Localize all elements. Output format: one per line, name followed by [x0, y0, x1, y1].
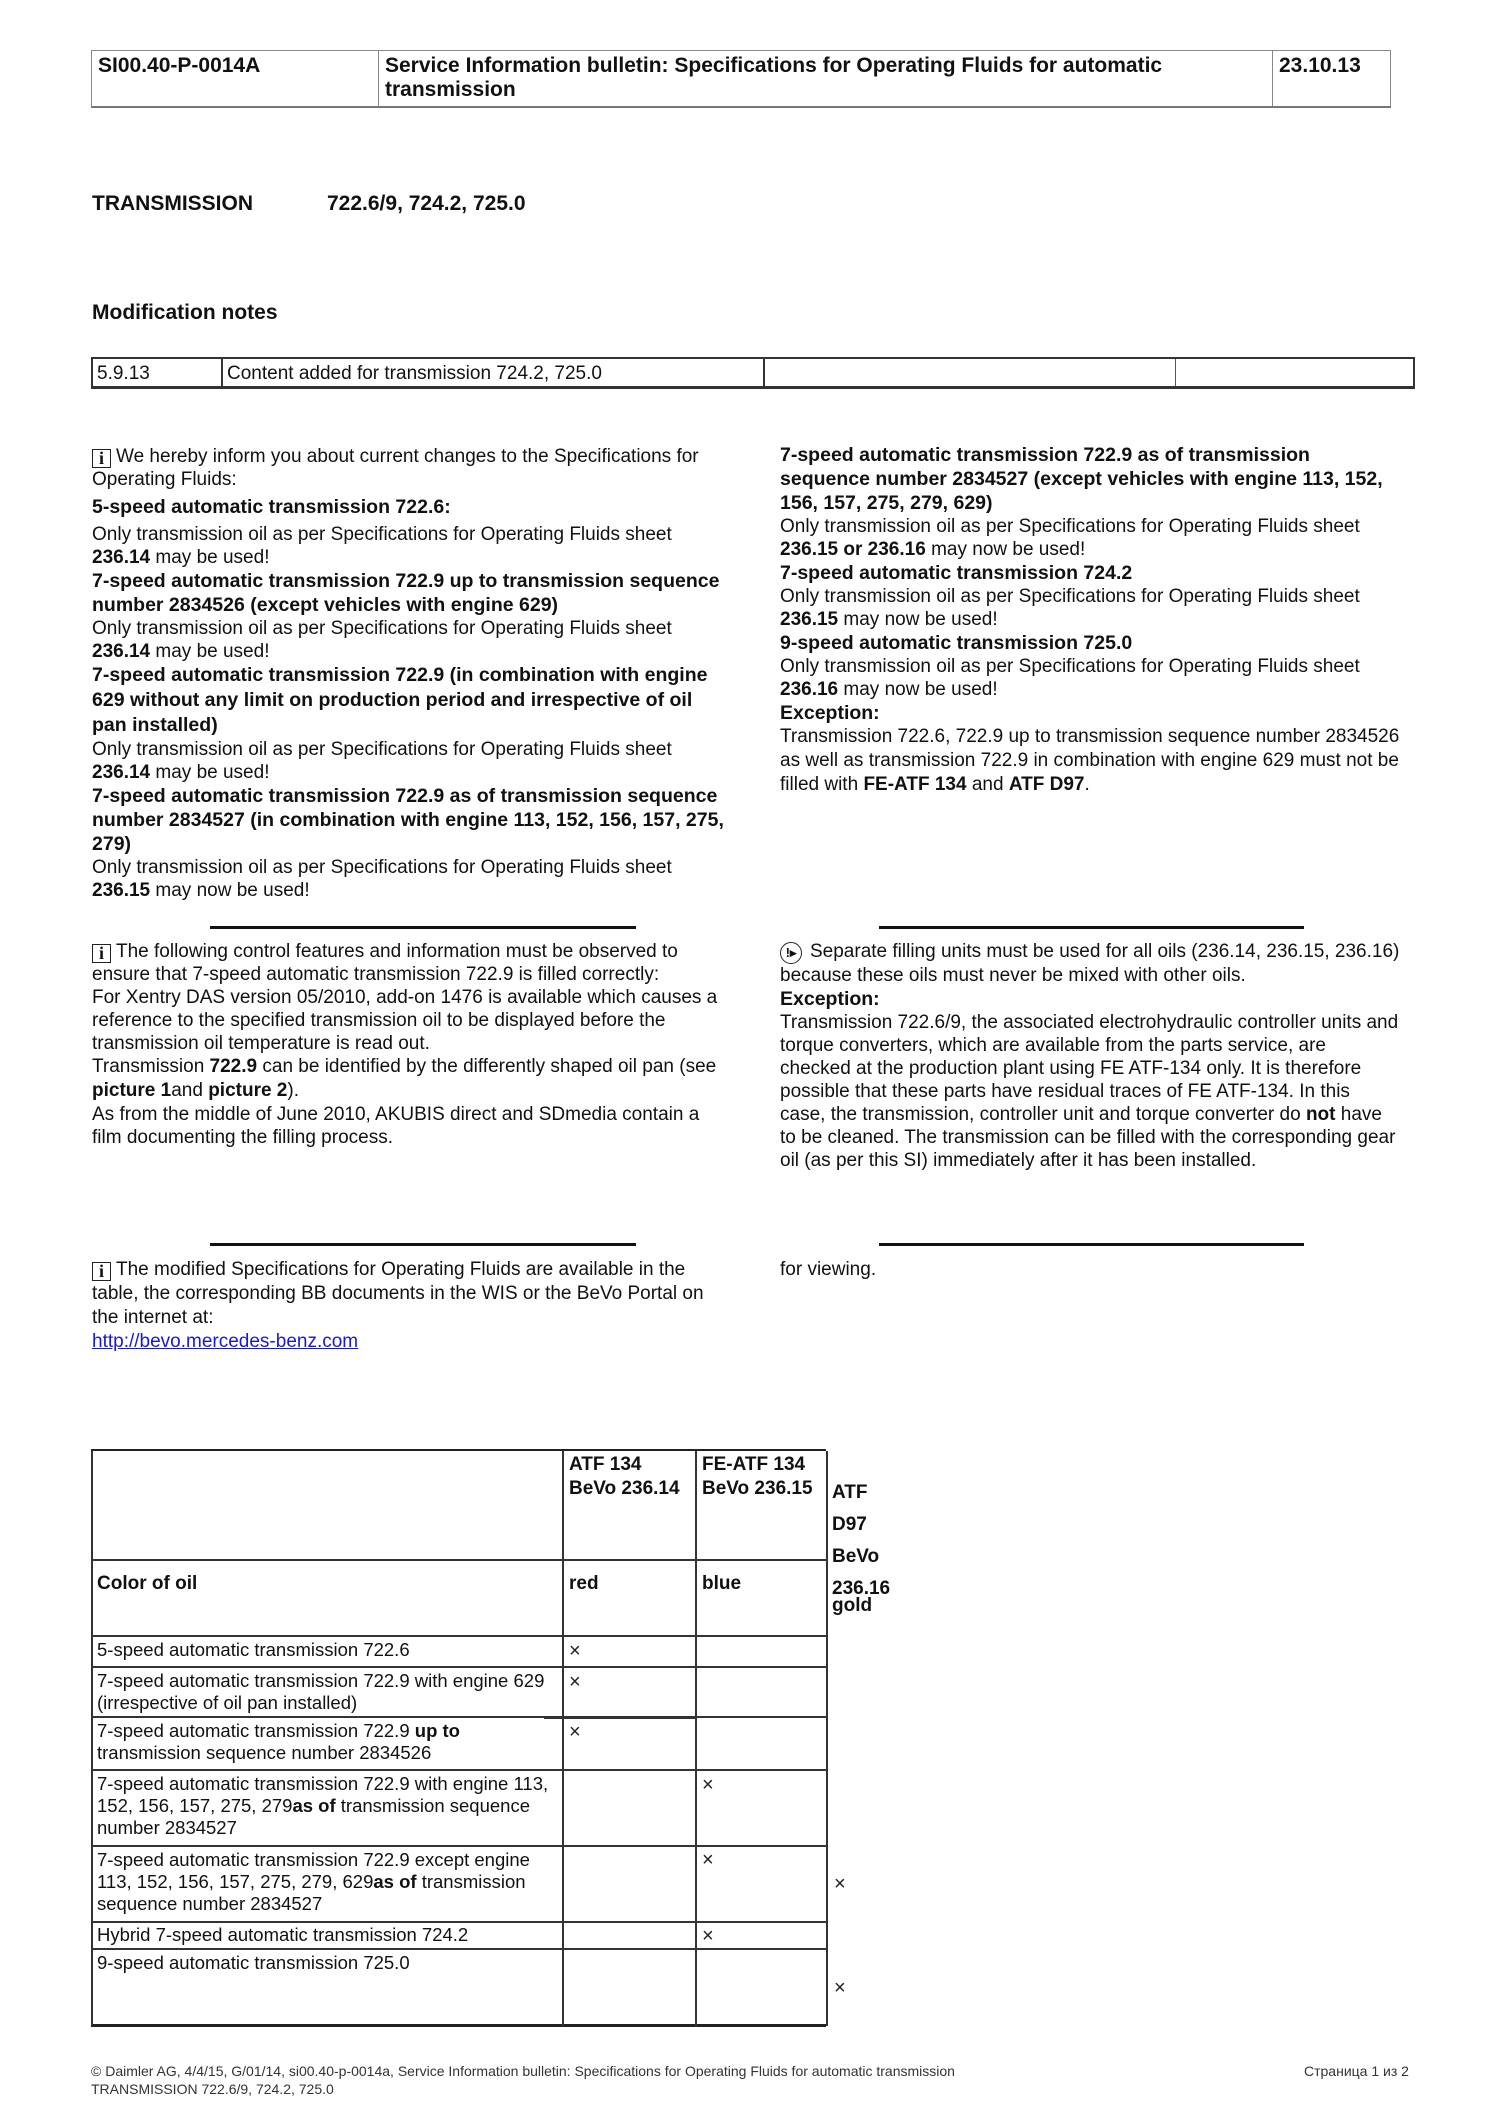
spec-heading: 7-speed automatic transmission 722.9 up to transmission sequence number 2834526 (except vehicles with engine 629) — [92, 570, 720, 616]
oil-pan-note — [92, 1055, 732, 1103]
spec-sheet-number: 236.16 — [780, 679, 839, 700]
row-label-post: transmission sequence number 2834526 — [97, 1742, 432, 1763]
document-title: Service Information bulletin: Specifications for Operating Fluids for automatic transmission — [379, 51, 1273, 106]
separator-line — [879, 1243, 1304, 1246]
exception-end: . — [1084, 774, 1090, 795]
spec-text-pre: Only transmission oil as per Specifications for Operating Fluids sheet — [780, 516, 1360, 537]
spec-text — [780, 585, 1400, 631]
spec-text-pre: Only transmission oil as per Specifications for Operating Fluids sheet — [780, 586, 1360, 607]
table-row-divider — [93, 1845, 826, 1847]
transmission-label: TRANSMISSION — [92, 192, 254, 215]
exception-label: Exception: — [780, 988, 880, 1010]
spec-sheet-number: 236.15 or 236.16 — [780, 539, 926, 560]
spec-sheet-number: 236.14 — [92, 547, 151, 568]
column-header-name: FE-ATF 134 — [702, 1454, 806, 1475]
oil-pan-model: 722.9 — [209, 1056, 258, 1077]
table-row-divider — [93, 1921, 826, 1923]
spec-text-pre: Only transmission oil as per Specifications for Operating Fluids sheet — [92, 618, 672, 639]
notice-block-separate-filling — [780, 940, 1400, 1172]
column-header-name: ATF 134 — [569, 1454, 642, 1475]
info-icon: i — [92, 449, 111, 468]
check-mark-icon: × — [569, 1671, 581, 1693]
modification-notes-title: Modification notes — [92, 301, 278, 324]
column-header-bevo: BeVo 236.16 — [832, 1546, 891, 1599]
check-mark-icon: × — [702, 1774, 714, 1796]
color-of-oil-label: Color of oil — [97, 1573, 198, 1594]
separator-line — [879, 926, 1304, 929]
exception-details-post: have to be cleaned. The transmission can be filled with the corresponding gear oil (as per this SI) immediately after it has been installed. — [780, 1104, 1396, 1171]
spec-text — [92, 523, 732, 569]
spec-sheet-number: 236.14 — [92, 762, 151, 783]
footer-transmission: TRANSMISSION 722.6/9, 724.2, 725.0 — [91, 2081, 334, 2097]
spec-sheet-number: 236.15 — [780, 609, 839, 630]
spec-text — [780, 655, 1400, 701]
filling-intro: The following control features and information must be observed to ensure that 7-speed automatic transmission 722.9 is filled correctly: — [92, 941, 678, 985]
picture-2-reference[interactable]: picture 2 — [208, 1080, 288, 1101]
exception-details-pre: Transmission 722.6/9, the associated electrohydraulic controller units and torque converters, which are available from the parts service, are checked at the production plant using FE ATF-134 only. It is therefore possible that these parts have residual traces of FE ATF-134. In this case, the transmission, controller unit and torque converter do — [780, 1012, 1399, 1125]
footer-copyright: © Daimler AG, 4/4/15, G/01/14, si00.40-p-0014a, Service Information bulletin: Specifications for Operating Fluids for automatic transmission — [91, 2063, 955, 2079]
xentry-note: For Xentry DAS version 05/2010, add-on 1476 is available which causes a reference to the specified transmission oil to be displayed before the transmission oil temperature is read out. — [92, 987, 718, 1054]
spec-text-pre: Only transmission oil as per Specifications for Operating Fluids sheet — [780, 656, 1360, 677]
spec-text — [92, 738, 732, 784]
table-row-label: 7-speed automatic transmission 722.9 with engine 629 (irrespective of oil pan installed) — [97, 1670, 545, 1713]
oil-color-gold: gold — [832, 1595, 873, 1616]
oil-pan-note-pre: Transmission — [92, 1056, 205, 1077]
akubis-note: As from the middle of June 2010, AKUBIS direct and SDmedia contain a film documenting the filling process. — [92, 1104, 700, 1148]
column-header-atf-d97 — [832, 1477, 890, 1605]
column-header-bevo: BeVo 236.14 — [569, 1478, 680, 1499]
check-mark-icon: × — [834, 1873, 846, 1895]
modification-notes-table — [91, 357, 1415, 389]
spec-heading: 7-speed automatic transmission 724.2 — [780, 562, 1133, 584]
spec-sheet-number: 236.15 — [92, 880, 151, 901]
spec-heading: 9-speed automatic transmission 725.0 — [780, 632, 1133, 654]
notice-block-filling-control — [92, 940, 732, 1149]
separator-line — [210, 926, 636, 929]
info-icon: i — [92, 1262, 111, 1281]
exception-not: not — [1305, 1104, 1336, 1125]
table-row-label — [97, 1849, 557, 1915]
column-header-atf134 — [569, 1453, 680, 1501]
notice-block-bevo-portal — [92, 1258, 732, 1354]
oil-color-red: red — [569, 1573, 599, 1594]
table-column-divider — [562, 1451, 564, 2026]
table-row-divider — [93, 1769, 826, 1771]
spec-text-post: may now be used! — [931, 539, 1086, 560]
document-id: SI00.40-P-0014A — [92, 51, 379, 106]
info-icon: i — [92, 944, 111, 963]
table-column-divider — [826, 1451, 828, 2026]
separate-filling-text: Separate filling units must be used for all oils (236.14, 236.15, 236.16) — [810, 941, 1400, 962]
spec-block-right — [780, 443, 1400, 797]
spec-heading: 7-speed automatic transmission 722.9 (in combination with engine 629 without any limit on production period and irrespective of oil pan installed) — [92, 664, 708, 736]
row-label-post: transmission sequence number 2834527 — [97, 1871, 526, 1914]
oil-specification-table — [91, 1449, 891, 2027]
table-row-label: Hybrid 7-speed automatic transmission 724.2 — [97, 1924, 469, 1945]
row-label-pre: 7-speed automatic transmission 722.9 except engine 113, 152, 156, 157, 275, 279, 629 — [97, 1849, 530, 1892]
table-row-label: 9-speed automatic transmission 725.0 — [97, 1952, 410, 1973]
oil-pan-note-and: and — [171, 1080, 203, 1101]
oil-pan-note-mid: can be identified by the differently shaped oil pan (see — [262, 1056, 717, 1077]
row-label-bold: as of — [292, 1795, 336, 1816]
footer-page-number: Страница 1 из 2 — [1304, 2063, 1409, 2079]
spec-text — [780, 515, 1400, 561]
spec-text-pre: Only transmission oil as per Specifications for Operating Fluids sheet — [92, 857, 672, 878]
separator-line — [210, 1243, 636, 1246]
spec-text — [92, 617, 732, 663]
table-row-label — [97, 1720, 557, 1764]
table-row-label — [97, 1773, 557, 1839]
spec-text-post: may now be used! — [155, 880, 310, 901]
spec-text-post: may now be used! — [843, 609, 998, 630]
table-row-divider — [93, 1948, 826, 1950]
notice-block-viewing — [780, 1258, 1400, 1281]
spec-heading: 7-speed automatic transmission 722.9 as of transmission sequence number 2834527 (in combination with engine 113, 152, 156, 157, 275, 279) — [92, 785, 724, 855]
modification-empty-cell — [1176, 359, 1413, 386]
exception-oil-2: ATF D97 — [1008, 774, 1085, 795]
check-mark-icon: × — [834, 1977, 846, 1999]
check-mark-icon: × — [702, 1925, 714, 1947]
spec-text-post: may be used! — [155, 547, 270, 568]
row-label-bold: up to — [414, 1720, 460, 1741]
document-header-table — [91, 50, 1391, 108]
row-label-post: transmission sequence number 2834527 — [97, 1795, 530, 1838]
notice-intro: We hereby inform you about current changes to the Specifications for Operating Fluids: — [92, 446, 699, 490]
bevo-portal-link[interactable]: http://bevo.mercedes-benz.com — [92, 1331, 359, 1352]
spec-text-post: may now be used! — [843, 679, 998, 700]
table-row-divider — [544, 1716, 696, 1719]
column-header-name: ATF D97 — [832, 1482, 868, 1535]
table-row-divider — [93, 1666, 826, 1668]
oil-color-blue: blue — [702, 1573, 742, 1594]
table-row-divider — [93, 1635, 826, 1637]
spec-sheet-number: 236.14 — [92, 641, 151, 662]
spec-text-pre: Only transmission oil as per Specifications for Operating Fluids sheet — [92, 739, 672, 760]
spec-text-post: may be used! — [155, 641, 270, 662]
modification-date: 5.9.13 — [93, 359, 223, 386]
table-row-divider — [93, 1716, 826, 1718]
column-header-bevo: BeVo 236.15 — [702, 1478, 813, 1499]
column-header-fe-atf134 — [702, 1453, 813, 1501]
no-mixing-text: because these oils must never be mixed with other oils. — [780, 965, 1246, 986]
exception-label: Exception: — [780, 702, 880, 724]
warning-arrow-icon: !▸ — [780, 942, 802, 964]
spec-heading: 5-speed automatic transmission 722.6: — [92, 496, 451, 518]
check-mark-icon: × — [569, 1640, 581, 1662]
modification-text: Content added for transmission 724.2, 725.0 — [223, 359, 765, 386]
notice-block-current-changes — [92, 445, 732, 902]
modification-empty-cell — [765, 359, 1176, 386]
document-date: 23.10.13 — [1279, 54, 1361, 77]
bevo-portal-text: The modified Specifications for Operating Fluids are available in the table, the corresponding BB documents in the WIS or the BeVo Portal on the internet at: — [92, 1259, 704, 1328]
exception-and: and — [971, 774, 1004, 795]
check-mark-icon: × — [569, 1721, 581, 1743]
row-label-pre: 7-speed automatic transmission 722.9 with engine 113, 152, 156, 157, 275, 279 — [97, 1773, 549, 1816]
spec-heading: 7-speed automatic transmission 722.9 as of transmission sequence number 2834527 (except vehicles with engine 113, 152, 156, 157, 275, 279, 629) — [780, 444, 1383, 514]
transmission-models: 722.6/9, 724.2, 725.0 — [327, 192, 526, 215]
exception-text — [780, 725, 1400, 797]
spec-text — [92, 856, 732, 902]
table-column-divider — [695, 1451, 697, 2026]
for-viewing-text: for viewing. — [780, 1259, 877, 1280]
spec-text-pre: Only transmission oil as per Specifications for Operating Fluids sheet — [92, 524, 672, 545]
picture-1-reference[interactable]: picture 1 — [92, 1080, 172, 1101]
row-label-bold: as of — [373, 1871, 417, 1892]
exception-text-pre: Transmission 722.6, 722.9 up to transmission sequence number 2834526 as well as transmission 722.9 in combination with engine 629 must not be filled with — [780, 726, 1400, 795]
exception-details — [780, 1011, 1400, 1172]
spec-text-post: may be used! — [155, 762, 270, 783]
exception-oil-1: FE-ATF 134 — [863, 774, 967, 795]
oil-pan-note-end: ). — [287, 1080, 299, 1101]
check-mark-icon: × — [702, 1849, 714, 1871]
table-row-divider — [93, 1559, 826, 1561]
row-label-pre: 7-speed automatic transmission 722.9 — [97, 1720, 415, 1741]
table-row-label: 5-speed automatic transmission 722.6 — [97, 1639, 410, 1660]
